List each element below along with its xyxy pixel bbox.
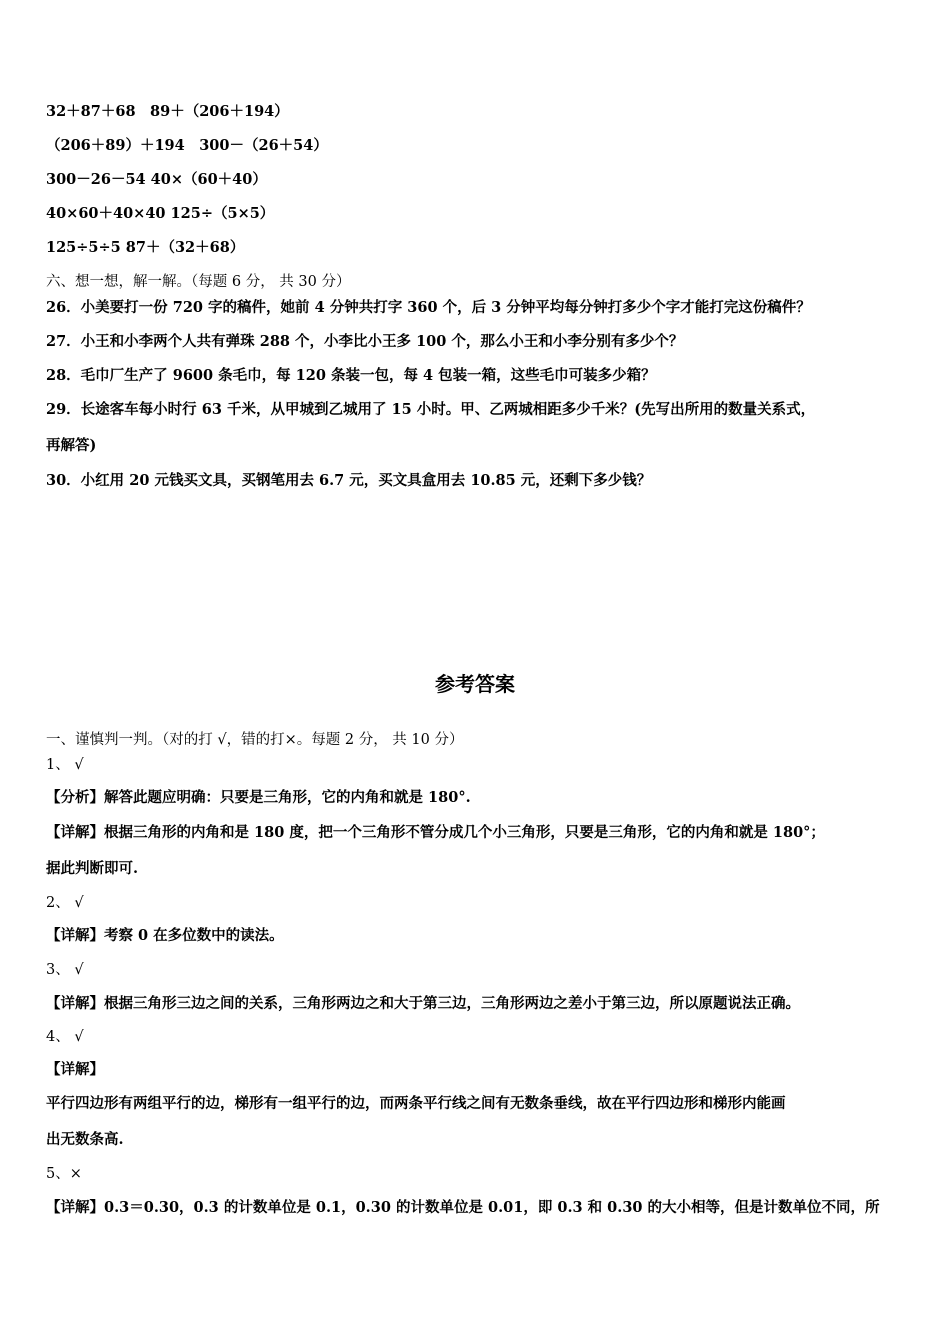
answer-line: 【详解】0.3＝0.30，0.3 的计数单位是 0.1，0.30 的计数单位是 0.01，即 0.3 和 0.30 的大小相等，但是计数单位不同，所 — [46, 1199, 880, 1216]
problem-29: 29．长途客车每小时行 63 千米，从甲城到乙城用了 15 小时。甲、乙两城相距多少千米？(先写出所用的数量关系式， — [46, 401, 816, 418]
answer-line: 3、 √ — [46, 962, 84, 978]
calculation-line: 300－26－54 40×（60＋40） — [46, 171, 267, 188]
problem-29-cont: 再解答) — [46, 437, 97, 454]
answer-line: 【详解】根据三角形三边之间的关系，三角形两边之和大于第三边，三角形两边之差小于第三边，所以原题说法正确。 — [46, 995, 800, 1012]
calculation-line: 32＋87＋68 89＋（206＋194） — [46, 103, 289, 120]
answer-line: 2、 √ — [46, 895, 84, 911]
answer-line: 【详解】 — [46, 1061, 104, 1078]
answer-line: 4、 √ — [46, 1029, 84, 1045]
problem-27: 27．小王和小李两个人共有弹珠 288 个，小李比小王多 100 个，那么小王和小李分别有多少个？ — [46, 333, 684, 350]
answer-line: 5、× — [46, 1166, 82, 1182]
problem-28: 28．毛巾厂生产了 9600 条毛巾，每 120 条装一包，每 4 包装一箱，这些毛巾可装多少箱？ — [46, 367, 656, 384]
answer-line: 出无数条高. — [46, 1131, 124, 1148]
problem-30: 30．小红用 20 元钱买文具，买钢笔用去 6.7 元，买文具盒用去 10.85 元，还剩下多少钱？ — [46, 472, 652, 489]
answer-line: 1、 √ — [46, 757, 84, 773]
answer-line: 【详解】根据三角形的内角和是 180 度，把一个三角形不管分成几个小三角形，只要是三角形，它的内角和就是 180°； — [46, 824, 825, 841]
problem-26: 26．小美要打一份 720 字的稿件，她前 4 分钟共打字 360 个，后 3 分钟平均每分钟打多少个字才能打完这份稿件？ — [46, 299, 811, 316]
calculation-line: 40×60＋40×40 125÷（5×5） — [46, 205, 275, 222]
section-heading: 六、想一想，解一解。（每题 6 分， 共 30 分） — [46, 274, 351, 290]
answer-line: 平行四边形有两组平行的边，梯形有一组平行的边，而两条平行线之间有无数条垂线，故在平行四边形和梯形内能画 — [46, 1095, 786, 1112]
section-heading: 一、谨慎判一判。（对的打 √，错的打×。每题 2 分， 共 10 分） — [46, 732, 464, 748]
answer-line: 据此判断即可. — [46, 860, 139, 877]
answer-line: 【分析】解答此题应明确：只要是三角形，它的内角和就是 180°. — [46, 789, 471, 806]
calculation-line: 125÷5÷5 87＋（32＋68） — [46, 239, 245, 256]
answer-line: 【详解】考察 0 在多位数中的读法。 — [46, 927, 284, 944]
calculation-line: （206＋89）＋194 300－（26＋54） — [46, 137, 328, 154]
answer-title: 参考答案 — [435, 672, 515, 696]
